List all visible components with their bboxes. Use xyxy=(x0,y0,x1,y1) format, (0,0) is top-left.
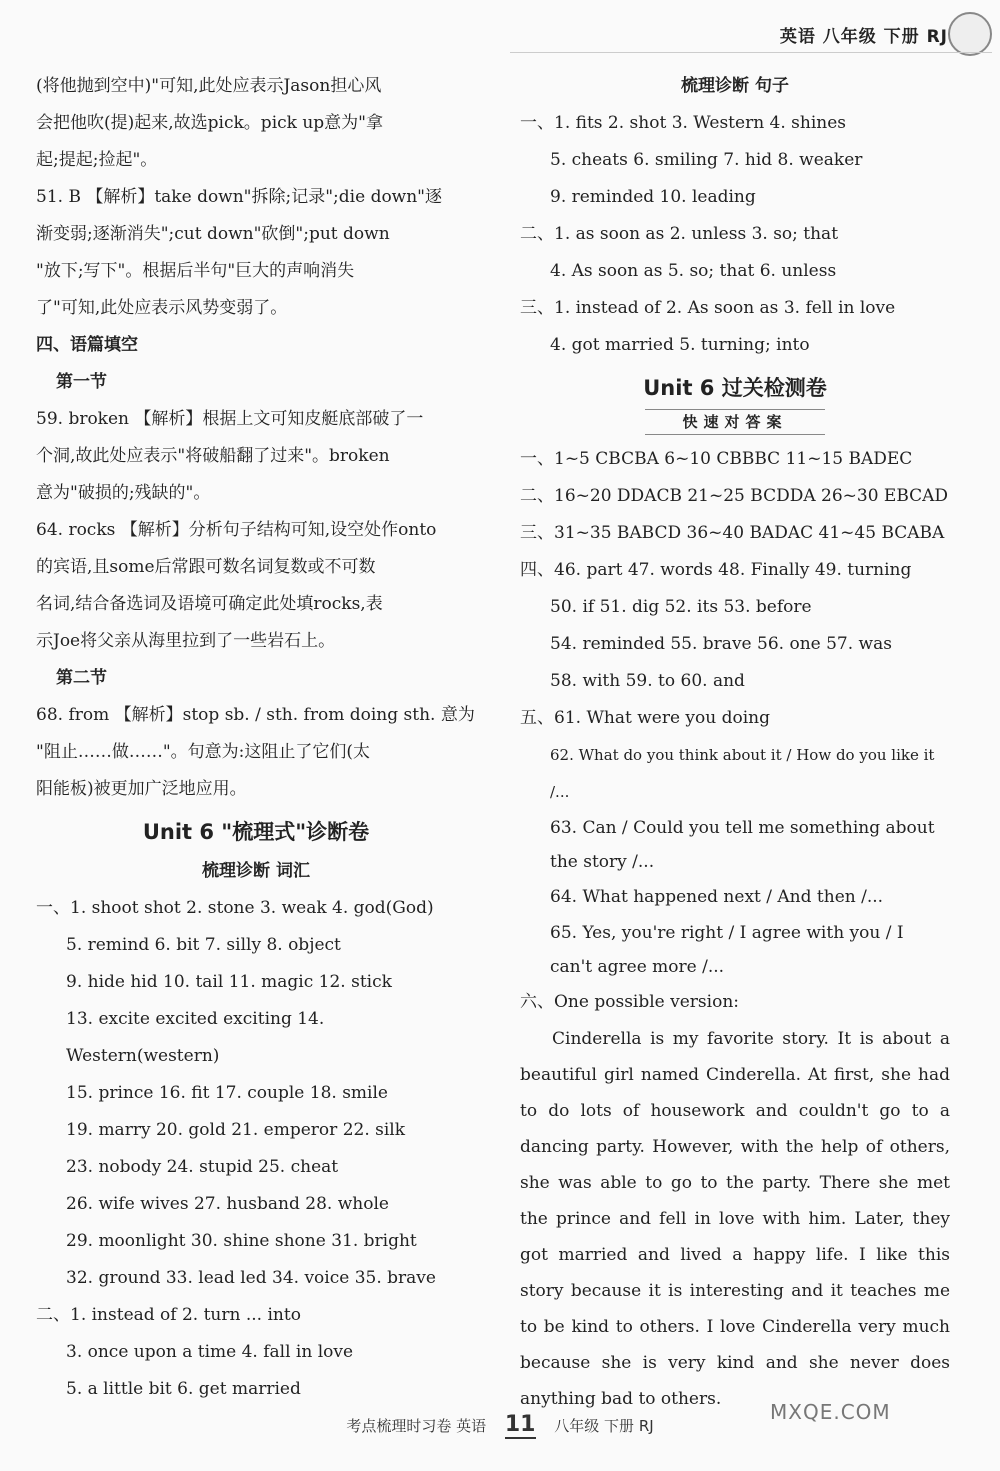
vocab-title: 梳理诊断 词汇 xyxy=(202,861,310,881)
sentence-line: 4. got married 5. turning; into xyxy=(550,335,810,355)
page-number: 11 xyxy=(504,1412,536,1437)
answer-line: 50. if 51. dig 52. its 53. before xyxy=(550,597,812,617)
vocab-line: 13. excite excited exciting 14. Western(western) xyxy=(66,1009,325,1066)
vocab-line: 9. hide hid 10. tail 11. magic 12. stick xyxy=(66,972,392,992)
text-line: 渐变弱;逐渐消失";cut down"砍倒";put down xyxy=(36,224,390,244)
footer-right: 八年级 下册 RJ xyxy=(554,1417,654,1435)
right-column xyxy=(520,68,950,1417)
text-line: 起;提起;捡起"。 xyxy=(36,150,158,170)
answer-line: 54. reminded 55. brave 56. one 57. was xyxy=(550,634,892,654)
subsection-heading: 第一节 xyxy=(56,372,107,392)
vocab-line: 5. remind 6. bit 7. silly 8. object xyxy=(66,935,341,955)
sentence-line: 4. As soon as 5. so; that 6. unless xyxy=(550,261,837,281)
answer-line: 64. What happened next / And then /... xyxy=(550,887,884,907)
vocab-line: 15. prince 16. fit 17. couple 18. smile xyxy=(66,1083,388,1103)
answer-line: 二、16~20 DDACB 21~25 BCDDA 26~30 EBCAD xyxy=(520,486,949,506)
watermark: MXQE.COM xyxy=(770,1400,891,1424)
left-column xyxy=(36,68,476,1408)
test-title: Unit 6 过关检测卷 xyxy=(643,376,827,400)
vocab-line: 3. once upon a time 4. fall in love xyxy=(66,1342,354,1362)
quick-answer-label: 快速对答案 xyxy=(645,409,825,435)
answer-line: 三、31~35 BABCD 36~40 BADAC 41~45 BCABA xyxy=(520,523,945,543)
text-line: "放下;写下"。根据后半句"巨大的声响消失 xyxy=(36,261,355,281)
sentence-line: 5. cheats 6. smiling 7. hid 8. weaker xyxy=(550,150,863,170)
publisher-logo-icon xyxy=(948,12,992,56)
sentence-line: 9. reminded 10. leading xyxy=(550,187,756,207)
section-heading: 四、语篇填空 xyxy=(36,335,138,355)
vocab-line: 19. marry 20. gold 21. emperor 22. silk xyxy=(66,1120,406,1140)
text-line: 个洞,故此处应表示"将破船翻了过来"。broken xyxy=(36,446,390,466)
text-line: 意为"破损的;残缺的"。 xyxy=(36,483,211,503)
vocab-line: 26. wife wives 27. husband 28. whole xyxy=(66,1194,389,1214)
vocab-line: 一、1. shoot shot 2. stone 3. weak 4. god(God) xyxy=(36,898,434,918)
text-line: 68. from 【解析】stop sb. / sth. from doing sth. 意为 xyxy=(36,705,475,725)
answer-line: 四、46. part 47. words 48. Finally 49. turning xyxy=(520,560,912,580)
subsection-heading: 第二节 xyxy=(56,668,107,688)
answer-line: 62. What do you think about it / How do you like it /... xyxy=(550,746,935,801)
vocab-line: 23. nobody 24. stupid 25. cheat xyxy=(66,1157,339,1177)
sentence-line: 二、1. as soon as 2. unless 3. so; that xyxy=(520,224,839,244)
text-line: 了"可知,此处应表示风势变弱了。 xyxy=(36,298,288,318)
answer-line: 一、1~5 CBCBA 6~10 CBBBC 11~15 BADEC xyxy=(520,449,913,469)
vocab-line: 32. ground 33. lead led 34. voice 35. brave xyxy=(66,1268,436,1288)
text-line: 会把他吹(提)起来,故选pick。pick up意为"拿 xyxy=(36,113,384,133)
answer-line: 六、One possible version: xyxy=(520,992,739,1012)
text-line: 示Joe将父亲从海里拉到了一些岩石上。 xyxy=(36,631,336,651)
footer-left: 考点梳理时习卷 英语 xyxy=(346,1417,487,1435)
text-line: 的宾语,且some后常跟可数名词复数或不可数 xyxy=(36,557,376,577)
text-line: 64. rocks 【解析】分析句子结构可知,设空处作onto xyxy=(36,520,437,540)
text-line: (将他抛到空中)"可知,此处应表示Jason担心风 xyxy=(36,76,382,96)
text-line: 名词,结合备选词及语境可确定此处填rocks,表 xyxy=(36,594,383,614)
unit-title: Unit 6 "梳理式"诊断卷 xyxy=(142,820,370,844)
sentence-line: 三、1. instead of 2. As soon as 3. fell in love xyxy=(520,298,896,318)
text-line: 阳能板)被更加广泛地应用。 xyxy=(36,779,247,799)
answer-line: 五、61. What were you doing xyxy=(520,708,771,728)
text-line: 51. B 【解析】take down"拆除;记录";die down"逐 xyxy=(36,187,442,207)
vocab-line: 29. moonlight 30. shine shone 31. bright xyxy=(66,1231,417,1251)
text-line: 59. broken 【解析】根据上文可知皮艇底部破了一 xyxy=(36,409,424,429)
header-rule xyxy=(510,52,992,53)
sentence-line: 一、1. fits 2. shot 3. Western 4. shines xyxy=(520,113,847,133)
answer-line: 65. Yes, you're right / I agree with you / I can't agree more /... xyxy=(550,923,904,977)
answer-line: 58. with 59. to 60. and xyxy=(550,671,745,691)
sentence-title: 梳理诊断 句子 xyxy=(681,76,789,96)
answer-line: 63. Can / Could you tell me something about the story /... xyxy=(550,818,935,872)
sample-essay: Cinderella is my favorite story. It is about a beautiful girl named Cinderella. At first, she had to do lots of housework and couldn't go to a dancing party. However, with the help of others, she was able to go to the party. There she met the prince and fell in love with him. Later, they got married and lived a happy life. I like this story because it is interesting and it teaches me to be kind to others. I love Cinderella very much because she is very kind and she never does anything bad to others. xyxy=(520,1029,950,1409)
text-line: "阻止……做……"。句意为:这阻止了它们(太 xyxy=(36,742,370,762)
page-header: 英语 八年级 下册 RJ xyxy=(779,27,948,47)
vocab-line: 二、1. instead of 2. turn ... into xyxy=(36,1305,301,1325)
vocab-line: 5. a little bit 6. get married xyxy=(66,1379,301,1399)
